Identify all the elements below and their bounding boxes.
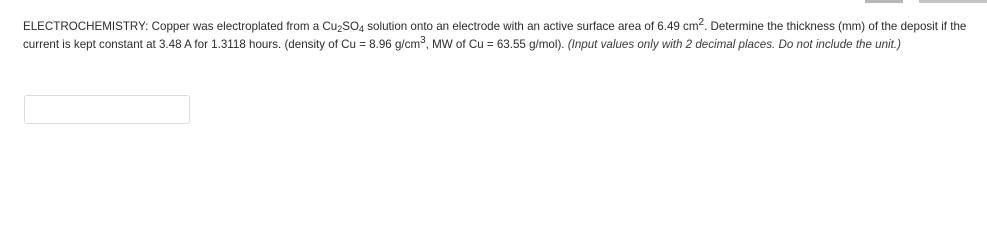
answer-instructions: (Input values only with 2 decimal places. Do not include the unit.) bbox=[567, 38, 901, 51]
superscript-3: 3 bbox=[420, 35, 426, 46]
topic-label: ELECTROCHEMISTRY: bbox=[23, 20, 149, 33]
solution-tab[interactable] bbox=[919, 0, 987, 3]
question-part-5: , MW of Cu = 63.55 g/mol). bbox=[425, 38, 568, 51]
question-part-3: solution onto an electrode with an active surface area of 6.49 cm bbox=[364, 20, 699, 33]
subscript-4: 4 bbox=[359, 24, 365, 34]
question-part-1: Copper was electroplated from a Cu bbox=[148, 20, 338, 33]
subscript-2: 2 bbox=[337, 24, 343, 34]
header-tabs-cutoff bbox=[847, 0, 987, 3]
question-text bbox=[23, 18, 973, 54]
answer-input[interactable] bbox=[24, 95, 190, 124]
question-part-2: SO bbox=[342, 20, 360, 33]
points-tab bbox=[865, 0, 903, 3]
superscript-2: 2 bbox=[698, 17, 705, 28]
question-part-4: . Determine the thickness (mm) of the deposit if the current is kept constant at 3.48 A for 1.3118 hours. (density of Cu = 8.96 g/cm bbox=[23, 20, 967, 51]
